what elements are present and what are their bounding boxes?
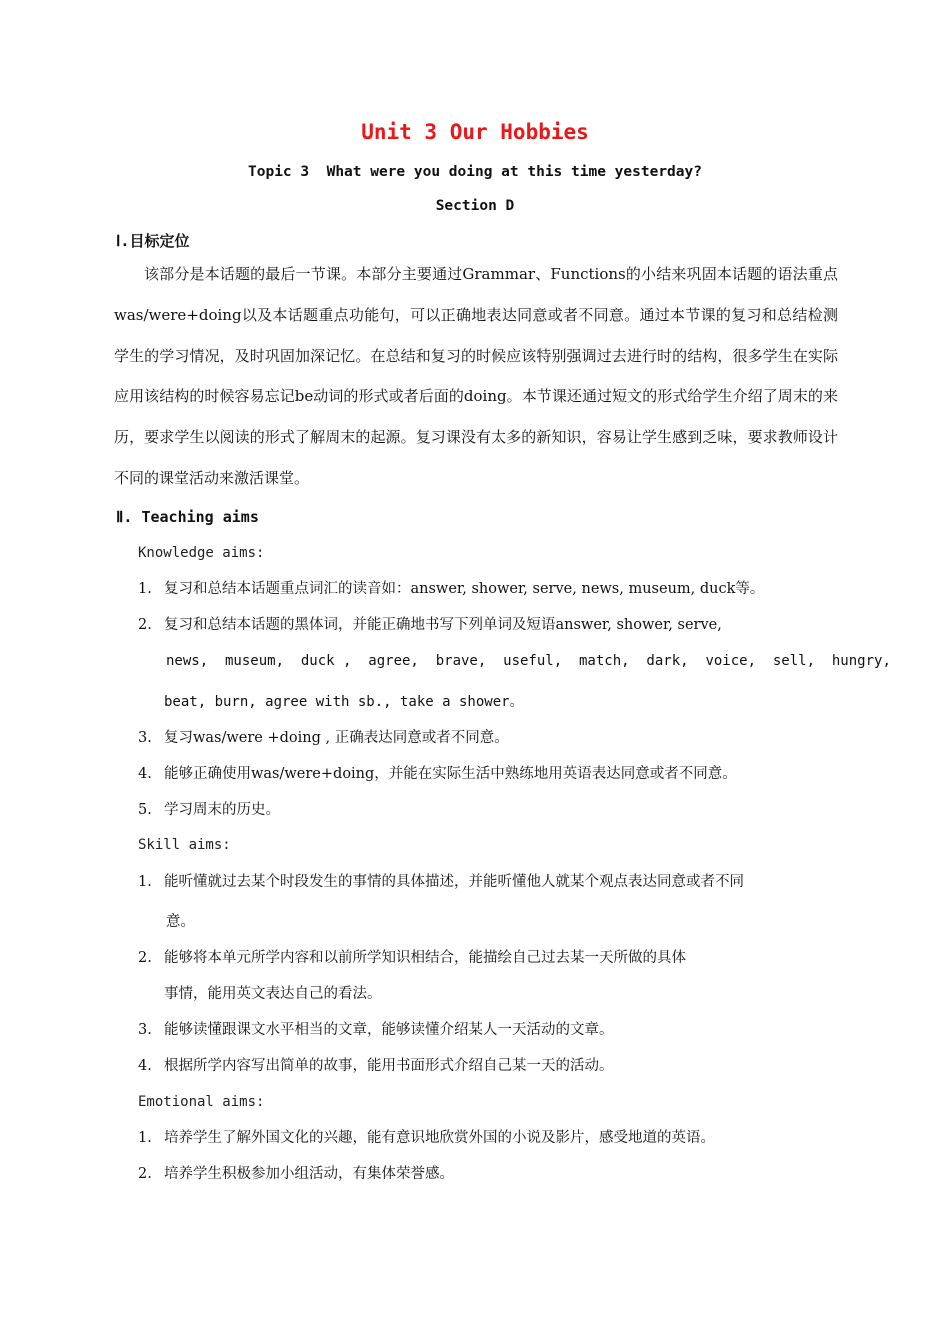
skill-item (138, 1012, 838, 1048)
item-number: 4. (138, 766, 152, 782)
item-number: 1. (138, 874, 152, 890)
emotional-aims-label: Emotional aims: (138, 1094, 265, 1110)
knowledge-item (138, 571, 838, 607)
section-2-heading: Ⅱ. Teaching aims (116, 508, 259, 526)
item-text: 复习和总结本话题的黑体词，并能正确地书写下列单词及短语answer, shower, serve, (164, 617, 722, 633)
item-number: 3. (138, 1022, 152, 1038)
skill-aims-label: Skill aims: (138, 837, 231, 853)
item-number: 3. (138, 730, 152, 746)
item-text: 能听懂就过去某个时段发生的事情的具体描述，并能听懂他人就某个观点表达同意或者不同 (164, 874, 744, 890)
knowledge-item (138, 607, 838, 643)
item-text: 根据所学内容写出简单的故事，能用书面形式介绍自己某一天的活动。 (164, 1058, 614, 1074)
section-title: Section D (435, 198, 515, 214)
item-text: 能够正确使用was/were+doing，并能在实际生活中熟练地用英语表达同意或者不同意。 (164, 766, 737, 782)
item-number: 2. (138, 950, 152, 966)
topic-title: Topic 3 What were you doing at this time yesterday? (248, 164, 702, 180)
item-number: 2. (138, 617, 152, 633)
knowledge-item (138, 792, 838, 828)
skill-item-continuation: 意。 (166, 914, 195, 930)
item-number: 1. (138, 581, 152, 597)
section-1-heading: Ⅰ.目标定位 (116, 232, 190, 250)
intro-paragraph: 该部分是本话题的最后一节课。本部分主要通过Grammar、Functions的小结来巩固本话题的语法重点was/were+doing以及本话题重点功能句，可以正确地表达同意或者不同意。通过本节课的复习和总结检测学生的学习情况，及时巩固加深记忆。在总结和复习的时候应该特别强调过去进行时的结构，很多学生在实际应用该结构的时候容易忘记be动词的形式或者后面的doing。本节课还通过短文的形式给学生介绍了周末的来历，要求学生以阅读的形式了解周末的起源。复习课没有太多的新知识，容易让学生感到乏味，要求教师设计不同的课堂活动来激活课堂。 (114, 265, 838, 487)
item-text: 培养学生了解外国文化的兴趣，能有意识地欣赏外国的小说及影片，感受地道的英语。 (164, 1130, 715, 1146)
item-text: 能够将本单元所学内容和以前所学知识相结合，能描绘自己过去某一天所做的具体 (164, 950, 686, 966)
knowledge-item-continuation: beat, burn, agree with sb., take a shower。 (164, 694, 524, 710)
skill-item (138, 1048, 838, 1084)
knowledge-item (138, 756, 838, 792)
knowledge-aims-label: Knowledge aims: (138, 545, 265, 561)
skill-item-continuation: 事情，能用英文表达自己的看法。 (164, 986, 382, 1002)
item-text: 学习周末的历史。 (164, 802, 280, 818)
skill-item (138, 864, 838, 900)
emotional-item (138, 1120, 838, 1156)
skill-item (138, 940, 838, 976)
unit-title: Unit 3 Our Hobbies (361, 120, 589, 144)
item-number: 4. (138, 1058, 152, 1074)
knowledge-item-continuation: news, museum, duck , agree, brave, useful, match, dark, voice, sell, hungry, (166, 653, 891, 669)
item-number: 1. (138, 1130, 152, 1146)
item-text: 复习was/were +doing , 正确表达同意或者不同意。 (164, 730, 509, 746)
item-text: 培养学生积极参加小组活动，有集体荣誉感。 (164, 1166, 454, 1182)
item-number: 2. (138, 1166, 152, 1182)
item-number: 5. (138, 802, 152, 818)
item-text: 复习和总结本话题重点词汇的读音如：answer, shower, serve, news, museum, duck等。 (164, 581, 765, 597)
emotional-item (138, 1156, 838, 1192)
item-text: 能够读懂跟课文水平相当的文章，能够读懂介绍某人一天活动的文章。 (164, 1022, 614, 1038)
knowledge-item (138, 720, 838, 756)
